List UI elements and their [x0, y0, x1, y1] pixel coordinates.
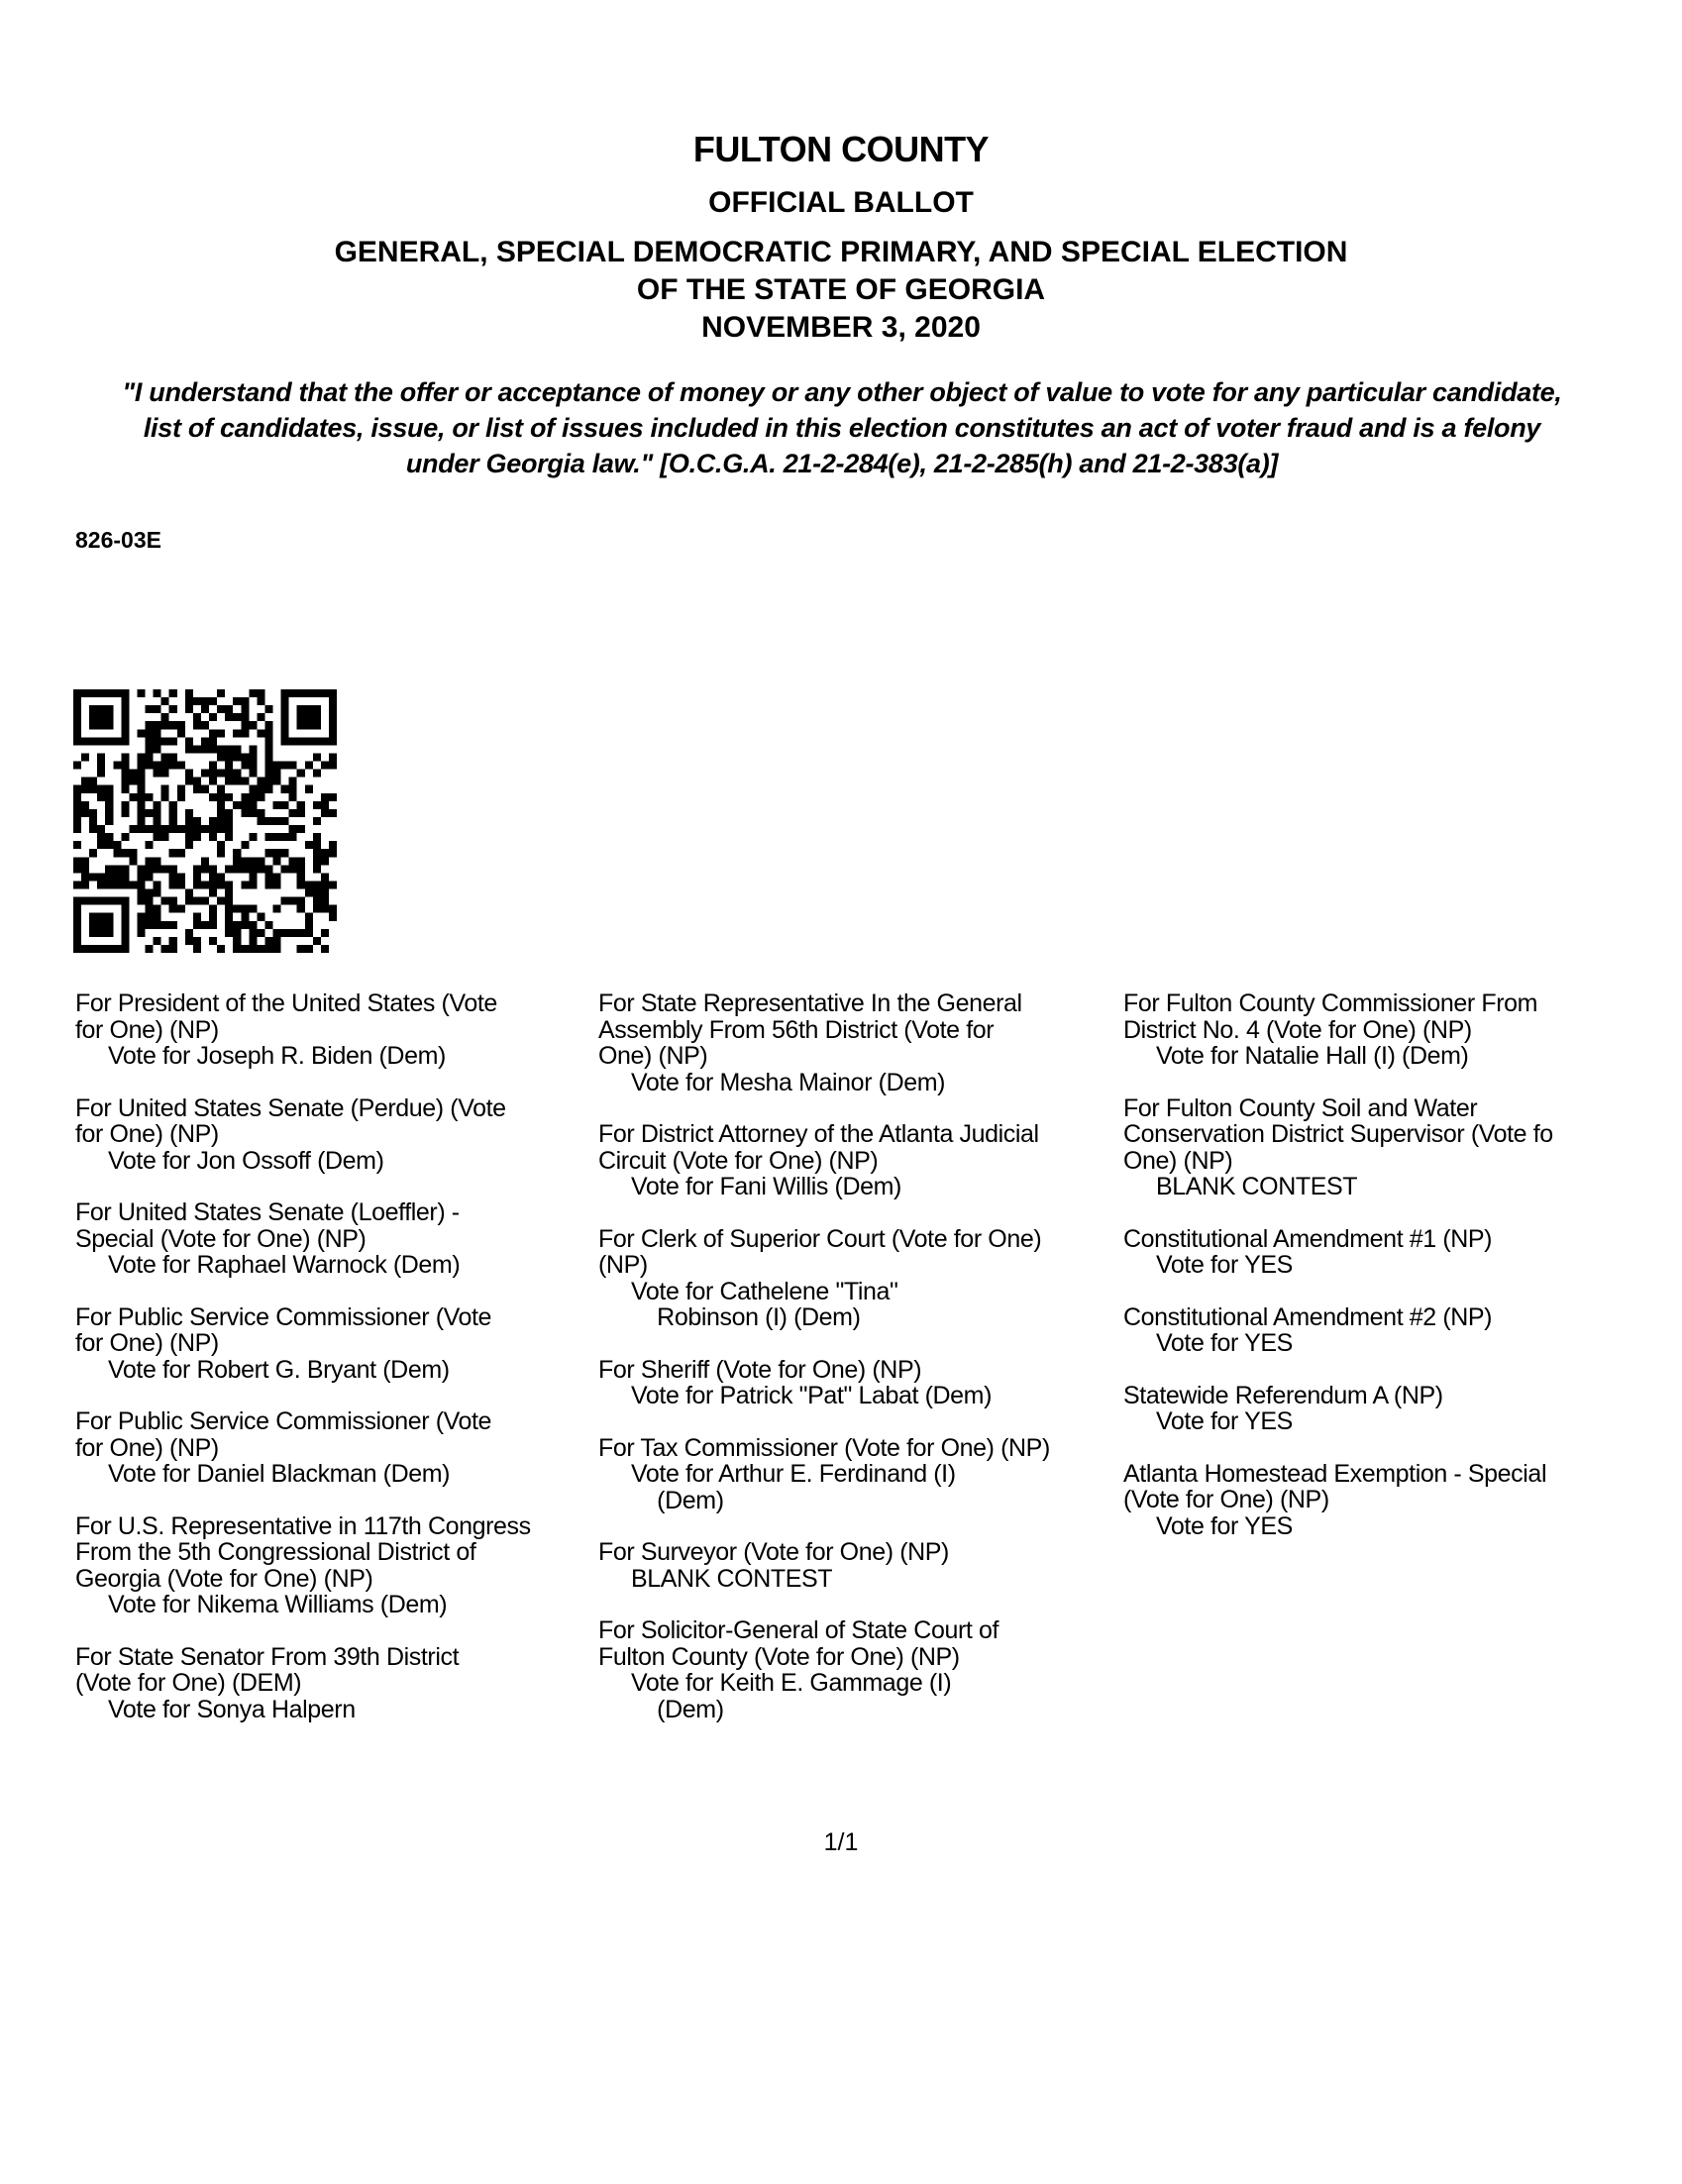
contest-title: For Sheriff (Vote for One) (NP) [598, 1355, 922, 1384]
election-title-line2: OF THE STATE OF GEORGIA [636, 273, 1046, 306]
contest-title: For Tax Commissioner (Vote for One) (NP) [598, 1433, 1050, 1462]
contest-title: For Fulton County Commissioner From [1123, 989, 1538, 1017]
vote-selection: Vote for Robert G. Bryant (Dem) [108, 1355, 450, 1384]
vote-selection: Vote for YES [1156, 1251, 1293, 1279]
vote-selection: Vote for Raphael Warnock (Dem) [108, 1251, 461, 1279]
vote-selection: Vote for Cathelene "Tina" [631, 1277, 898, 1305]
ballot-type: OFFICIAL BALLOT [708, 186, 974, 219]
vote-selection: Vote for Joseph R. Biden (Dem) [108, 1042, 446, 1070]
vote-selection: Vote for Fani Willis (Dem) [631, 1173, 901, 1200]
contest [1123, 1461, 1658, 1540]
contest-title: Georgia (Vote for One) (NP) [75, 1564, 373, 1593]
contest-title: Atlanta Homestead Exemption - Special [1123, 1459, 1547, 1488]
contest-title: District No. 4 (Vote for One) (NP) [1123, 1015, 1472, 1044]
vote-selection: Vote for Mesha Mainor (Dem) [631, 1068, 946, 1096]
contest [598, 1226, 1113, 1331]
contest-title: For Fulton County Soil and Water [1123, 1093, 1478, 1122]
contest [75, 1408, 590, 1488]
contest-title: Statewide Referendum A (NP) [1123, 1381, 1443, 1409]
contest [1123, 1095, 1658, 1200]
contest-title: Constitutional Amendment #1 (NP) [1123, 1224, 1493, 1253]
contest-title: Circuit (Vote for One) (NP) [598, 1146, 879, 1175]
contest-title: For Solicitor-General of State Court of [598, 1616, 999, 1644]
contest [598, 1435, 1113, 1514]
statement-line: list of candidates, issue, or list of issues included in this election constitutes an act of voter fraud and is a felony [143, 413, 1541, 443]
contest-title: Special (Vote for One) (NP) [75, 1224, 367, 1253]
contest [75, 1199, 590, 1279]
ballot-style-id: 826-03E [75, 527, 161, 553]
contest [1123, 990, 1658, 1070]
qr-code [73, 689, 337, 953]
contest-title: Constitutional Amendment #2 (NP) [1123, 1302, 1493, 1331]
contest [1123, 1226, 1658, 1279]
election-title-line1: GENERAL, SPECIAL DEMOCRATIC PRIMARY, AND SPECIAL ELECTION [334, 236, 1348, 268]
contest [75, 1513, 590, 1618]
vote-selection: Vote for Sonya Halpern [108, 1695, 356, 1723]
vote-selection: Vote for Keith E. Gammage (I) [631, 1669, 952, 1697]
contest-title: For Clerk of Superior Court (Vote for One) [598, 1224, 1042, 1253]
contest-title: For State Senator From 39th District [75, 1642, 460, 1671]
contest-title: For Public Service Commissioner (Vote [75, 1407, 492, 1435]
vote-selection: Vote for Daniel Blackman (Dem) [108, 1460, 451, 1488]
contest [1123, 1383, 1658, 1435]
vote-selection: Vote for YES [1156, 1329, 1293, 1357]
contest [1123, 1304, 1658, 1357]
contest [598, 1121, 1113, 1200]
contest-title: From the 5th Congressional District of [75, 1538, 476, 1566]
contest [75, 990, 590, 1070]
contest-title: for One) (NP) [75, 1015, 219, 1044]
contest-title: for One) (NP) [75, 1329, 219, 1357]
contest-title: For Surveyor (Vote for One) (NP) [598, 1538, 949, 1566]
ballot-selections [0, 990, 1682, 1743]
contest-title: For U.S. Representative in 117th Congress [75, 1511, 531, 1540]
county-name: FULTON COUNTY [692, 129, 990, 169]
contest-title: For United States Senate (Perdue) (Vote [75, 1093, 506, 1122]
contest-title: For United States Senate (Loeffler) - [75, 1198, 460, 1226]
vote-selection: Vote for Natalie Hall (I) (Dem) [1156, 1042, 1469, 1070]
vote-selection: Vote for Patrick "Pat" Labat (Dem) [631, 1382, 993, 1409]
contest [598, 990, 1113, 1095]
vote-selection: Vote for YES [1156, 1511, 1293, 1540]
ballot-header [0, 127, 1682, 347]
contest [75, 1644, 590, 1723]
vote-selection: BLANK CONTEST [1156, 1173, 1358, 1200]
contest-title: For President of the United States (Vote [75, 989, 497, 1017]
contest [598, 1357, 1113, 1409]
election-date: NOVEMBER 3, 2020 [701, 311, 981, 344]
vote-selection: Vote for Nikema Williams (Dem) [108, 1591, 448, 1618]
contest-title: for One) (NP) [75, 1120, 219, 1148]
contest [598, 1539, 1113, 1592]
contest-title: Conservation District Supervisor (Vote fo [1123, 1120, 1553, 1148]
page-number: 1/1 [823, 1828, 859, 1856]
statement-line: under Georgia law." [O.C.G.A. 21-2-284(e), 21-2-285(h) and 21-2-383(a)] [405, 449, 1279, 478]
vote-selection: (Dem) [631, 1486, 724, 1514]
contest-title: For Public Service Commissioner (Vote [75, 1302, 492, 1331]
contest-title: One) (NP) [598, 1042, 708, 1070]
selections-column-2 [598, 990, 1113, 1748]
contest-title: Fulton County (Vote for One) (NP) [598, 1642, 960, 1671]
contest [75, 1095, 590, 1175]
contest-title: Assembly From 56th District (Vote for [598, 1015, 995, 1044]
contest-title: For State Representative In the General [598, 989, 1022, 1017]
statement-line: "I understand that the offer or acceptance of money or any other object of value to vote for any particular candidate, [122, 377, 1562, 407]
vote-selection: Vote for YES [1156, 1407, 1293, 1435]
contest-title: for One) (NP) [75, 1433, 219, 1462]
contest-title: (Vote for One) (NP) [1123, 1486, 1329, 1513]
contest-title: (NP) [598, 1251, 648, 1279]
contest [598, 1617, 1113, 1722]
vote-selection: Vote for Arthur E. Ferdinand (I) [631, 1460, 956, 1488]
selections-column-3 [1123, 990, 1658, 1565]
selections-column-1 [75, 990, 590, 1748]
vote-selection: Vote for Jon Ossoff (Dem) [108, 1146, 384, 1175]
vote-selection: (Dem) [631, 1695, 724, 1723]
voter-fraud-statement [69, 374, 1615, 481]
contest-title: (Vote for One) (DEM) [75, 1669, 302, 1697]
contest-title: For District Attorney of the Atlanta Judicial [598, 1120, 1039, 1148]
vote-selection: BLANK CONTEST [631, 1564, 833, 1593]
vote-selection: Robinson (I) (Dem) [631, 1303, 861, 1331]
contest [75, 1304, 590, 1384]
contest-title: One) (NP) [1123, 1146, 1233, 1175]
